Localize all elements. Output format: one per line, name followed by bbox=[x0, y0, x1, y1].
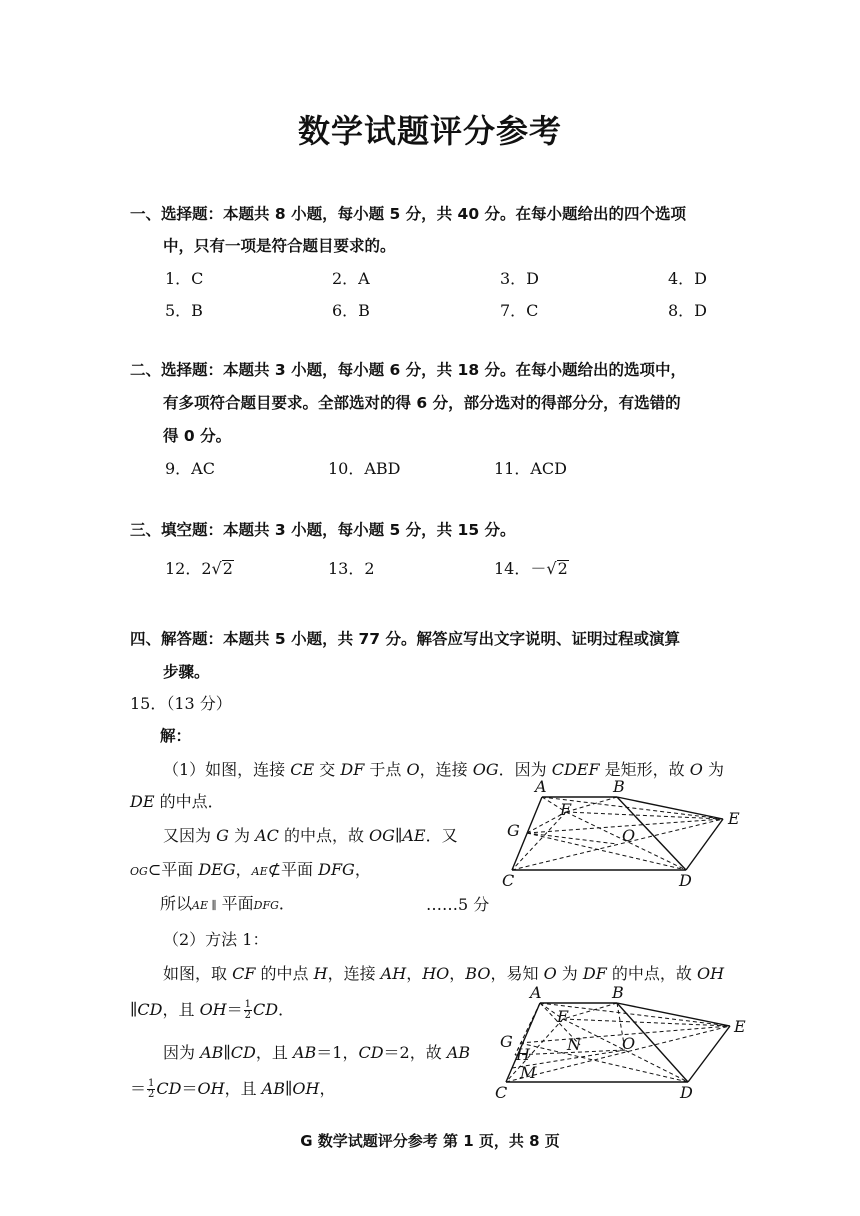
section4-heading-line1: 四、解答题：本题共 5 小题，共 77 分。解答应写出文字说明、证明过程或演算 bbox=[130, 630, 680, 648]
answer-10: 10．ABD bbox=[328, 459, 401, 478]
answer-5: 5．B bbox=[165, 301, 203, 320]
answer-9: 9．AC bbox=[165, 459, 215, 478]
figure1-label-A: A bbox=[535, 777, 547, 796]
answer-8: 8．D bbox=[668, 301, 708, 320]
method1-line4: ＝ $\frac{1}{2}$ CD＝OH，且 AB∥OH， bbox=[130, 1078, 336, 1100]
part1-line2: DE 的中点． bbox=[130, 792, 224, 811]
figure2-label-N: N bbox=[567, 1035, 581, 1054]
section2-heading-line2: 有多项符合题目要求。全部选对的得 6 分，部分选对的得部分分，有选错的 bbox=[163, 394, 681, 412]
page-title: 数学试题评分参考 bbox=[297, 112, 562, 150]
answer-6: 6．B bbox=[332, 301, 370, 320]
method1-line1: 如图，取 CF 的中点 H，连接 AH，HO，BO，易知 O 为 DF 的中点，故 OH bbox=[163, 964, 725, 983]
part1-line5: 所以AE ∥ 平面DFG． bbox=[160, 894, 295, 913]
answer-12-radicand: 2 bbox=[222, 559, 233, 578]
figure1-label-G: G bbox=[507, 821, 520, 840]
figure2-label-E: E bbox=[734, 1017, 746, 1036]
answer-2: 2．A bbox=[332, 269, 370, 288]
answer-1: 1．C bbox=[165, 269, 204, 288]
fraction-half: $\frac{1}{2}$ bbox=[148, 1078, 155, 1100]
answer-13: 13．2 bbox=[328, 559, 375, 578]
figure2-label-M: M bbox=[520, 1063, 537, 1082]
solution-label: 解： bbox=[160, 727, 192, 745]
figure1-label-F: F bbox=[560, 800, 572, 819]
figure2-label-D: D bbox=[680, 1083, 693, 1102]
sqrt-sign: √ bbox=[211, 559, 222, 578]
method1-header: （2）方法 1： bbox=[163, 930, 269, 949]
section2-heading-line1: 二、选择题：本题共 3 小题，每小题 6 分，共 18 分。在每小题给出的选项中， bbox=[130, 361, 687, 379]
figure2-label-O: O bbox=[622, 1034, 636, 1053]
method1-line3: 因为 AB∥CD，且 AB＝1，CD＝2，故 AB bbox=[163, 1043, 471, 1062]
answer-11: 11．ACD bbox=[494, 459, 567, 478]
section4-heading-line2: 步骤。 bbox=[163, 663, 210, 681]
section2-heading-line3: 得 0 分。 bbox=[163, 427, 232, 445]
page-footer: G 数学试题评分参考 第 1 页，共 8 页 bbox=[300, 1132, 560, 1150]
figure2-label-C: C bbox=[495, 1083, 508, 1102]
figure1-label-D: D bbox=[679, 871, 692, 890]
answer-14-radicand: 2 bbox=[557, 559, 568, 578]
answer-12-prefix: 12．2 bbox=[165, 559, 212, 578]
figure1-label-E: E bbox=[728, 809, 740, 828]
figure2-label-A: A bbox=[530, 983, 542, 1002]
geometry-figure-2 bbox=[490, 982, 755, 1102]
sqrt-sign: √ bbox=[546, 559, 557, 578]
method1-line2: ∥CD，且 OH＝ $\frac{1}{2}$ CD． bbox=[130, 999, 295, 1021]
geometry-figure-1 bbox=[490, 775, 750, 890]
problem15-header: 15．（13 分） bbox=[130, 694, 232, 713]
part1-line4: OG⊂平面 DEG，AE⊄平面 DFG， bbox=[130, 860, 371, 879]
part1-line1: （1）如图，连接 CE 交 DF 于点 O，连接 OG．因为 CDEF 是矩形，故 O 为 bbox=[163, 760, 724, 779]
part1-line3: 又因为 G 为 AC 的中点，故 OG∥AE．又 bbox=[163, 826, 458, 845]
score-note: ……5 分 bbox=[426, 895, 490, 914]
figure2-label-B: B bbox=[612, 983, 624, 1002]
figure1-label-B: B bbox=[613, 777, 625, 796]
answer-4: 4．D bbox=[668, 269, 708, 288]
figure2-label-H: H bbox=[516, 1045, 530, 1064]
section3-heading: 三、填空题：本题共 3 小题，每小题 5 分，共 15 分。 bbox=[130, 521, 516, 539]
answer-14 bbox=[494, 556, 569, 579]
figure2-label-F: F bbox=[557, 1007, 569, 1026]
fraction-half: $\frac{1}{2}$ bbox=[244, 999, 252, 1021]
section1-heading-line2: 中，只有一项是符合题目要求的。 bbox=[163, 237, 396, 255]
section1-heading-line1: 一、选择题：本题共 8 小题，每小题 5 分，共 40 分。在每小题给出的四个选项 bbox=[130, 205, 687, 223]
figure2-label-G: G bbox=[500, 1032, 513, 1051]
answer-14-prefix: 14．－ bbox=[494, 559, 547, 578]
answer-12 bbox=[165, 556, 234, 579]
answer-3: 3．D bbox=[500, 269, 540, 288]
answer-7: 7．C bbox=[500, 301, 539, 320]
figure1-label-C: C bbox=[502, 871, 515, 890]
figure1-label-O: O bbox=[622, 826, 636, 845]
